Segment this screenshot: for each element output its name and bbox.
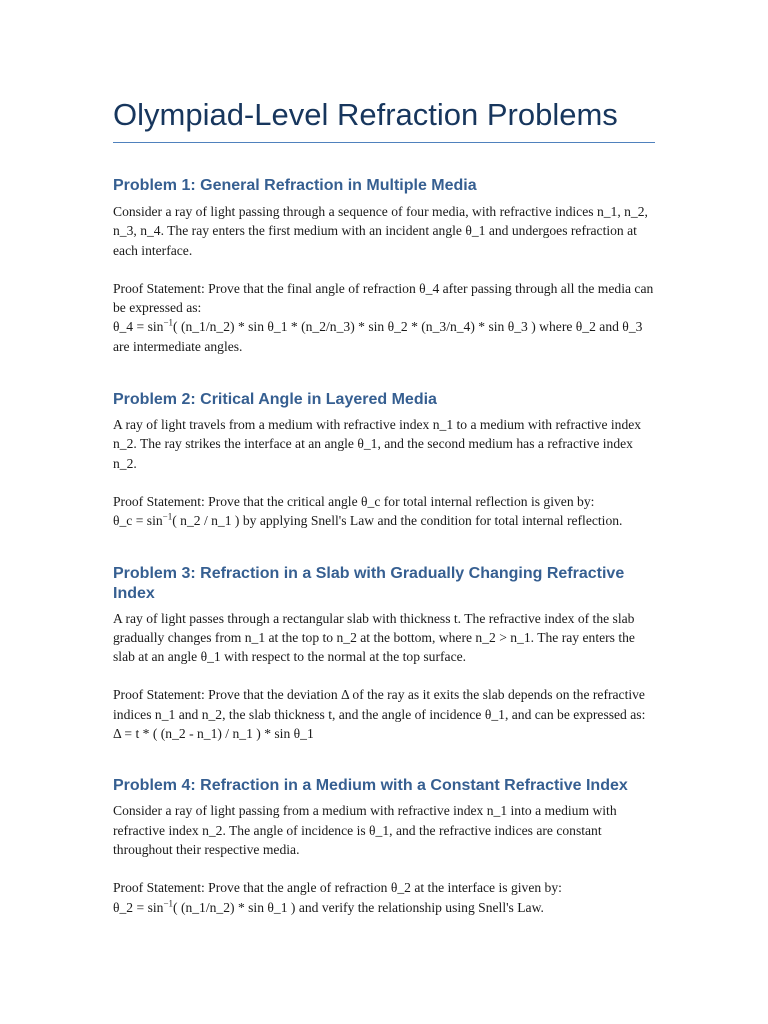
problem-4-section	[113, 776, 655, 916]
problem-2-heading: Problem 2: Critical Angle in Layered Media	[113, 391, 437, 409]
inverse-superscript: −1	[163, 317, 174, 328]
problem-2-description: A ray of light travels from a medium with refractive index n_1 to a medium with refractive index n_2. The ray strikes the interface at an angle θ_1, and the second medium has a refractive index n_2.	[113, 417, 642, 471]
problem-2-proof-statement: Proof Statement: Prove that the critical angle θ_c for total internal reflection is given by:	[113, 493, 595, 509]
document-page	[113, 96, 655, 917]
problem-2-formula	[113, 511, 655, 530]
problem-2-section	[113, 390, 655, 530]
inverse-superscript: −1	[162, 511, 173, 522]
problem-1-proof-statement: Proof Statement: Prove that the final angle of refraction θ_4 after passing through all the media can be expressed as:	[113, 280, 654, 316]
problem-4-description: Consider a ray of light passing from a medium with refractive index n_1 into a medium with refractive index n_2. The angle of incidence is θ_1, and the refractive indices are constant throughout their respective media.	[113, 803, 617, 857]
inverse-superscript: −1	[163, 898, 174, 908]
formula-lhs: θ_4 = sin	[113, 319, 164, 335]
problem-3-formula: Δ = t * ( (n_2 - n_1) / n_1 ) * sin θ_1	[113, 726, 314, 742]
formula-lhs: θ_c = sin	[113, 513, 163, 529]
problem-4-heading: Problem 4: Refraction in a Medium with a Constant Refractive Index	[113, 777, 628, 795]
problem-4-formula	[113, 898, 655, 917]
problem-3-description: A ray of light passes through a rectangular slab with thickness t. The refractive index of the slab gradually changes from n_1 at the top to n_2 at the bottom, where n_2 > n_1. The ray enters the slab at an angle θ_1 with respect to the normal at the top surface.	[113, 610, 635, 665]
problem-1-section	[113, 176, 655, 356]
formula-rhs: ( (n_1/n_2) * sin θ_1 ) and verify the relationship using Snell's Law.	[173, 899, 544, 915]
problem-4-proof-statement: Proof Statement: Prove that the angle of refraction θ_2 at the interface is given by:	[113, 880, 562, 896]
problem-3-heading: Problem 3: Refraction in a Slab with Gradually Changing Refractive Index	[113, 564, 625, 602]
formula-rhs: ( n_2 / n_1 ) by applying Snell's Law and the condition for total internal reflection.	[172, 513, 623, 529]
formula-rhs: ( (n_1/n_2) * sin θ_1 * (n_2/n_3) * sin θ_2 * (n_3/n_4) * sin θ_3 ) where θ_2 and θ_3 are intermediate angles.	[113, 319, 643, 354]
problem-3-section	[113, 564, 655, 744]
problem-1-heading: Problem 1: General Refraction in Multiple Media	[113, 177, 477, 194]
document-title: Olympiad-Level Refraction Problems	[113, 96, 655, 143]
problem-3-proof-statement: Proof Statement: Prove that the deviation Δ of the ray as it exits the slab depends on the refractive indices n_1 and n_2, the slab thickness t, and the angle of incidence θ_1, and can be expressed as:	[113, 687, 646, 722]
formula-lhs: θ_2 = sin	[113, 899, 164, 915]
problem-1-description: Consider a ray of light passing through a sequence of four media, with refractive indices n_1, n_2, n_3, n_4. The ray enters the first medium with an incident angle θ_1 and undergoes refraction at each interface.	[113, 204, 648, 258]
problem-1-formula	[113, 317, 655, 356]
